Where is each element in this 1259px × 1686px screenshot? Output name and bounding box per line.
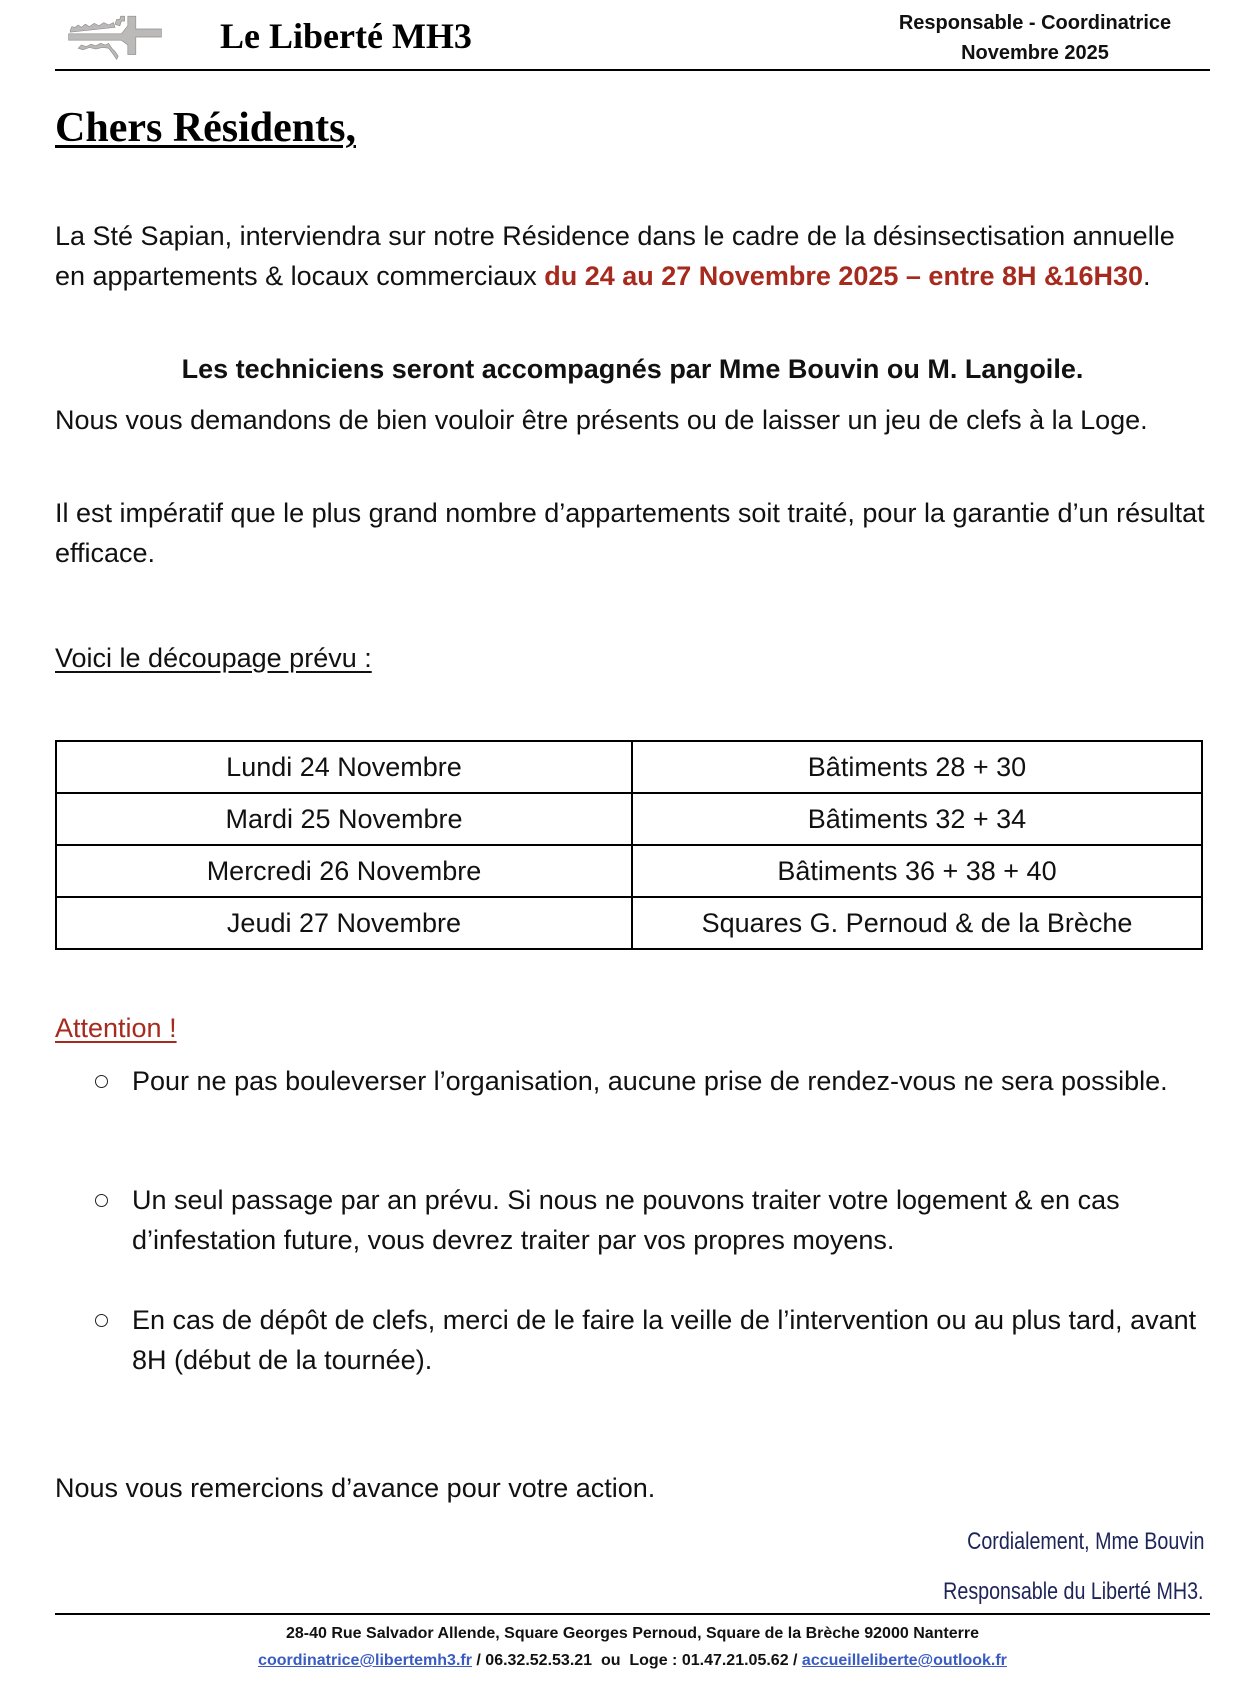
author-role: Responsable - Coordinatrice [898,12,1172,34]
signature-title: Responsable du Liberté MH3. [943,1578,1204,1605]
imperative-paragraph: Il est impératif que le plus grand nombre d’appartements soit traité, pour la garantie d’un résultat efficace. [55,498,1205,568]
hollow-bullet-icon [95,1194,108,1207]
signature-line: Cordialement, Mme Bouvin [966,1528,1204,1555]
coordinator-email-link[interactable]: coordinatrice@libertemh3.fr [258,1652,472,1669]
greeting-heading: Chers Résidents, [55,105,356,151]
attention-heading: Attention ! [55,1013,177,1043]
hollow-bullet-icon [95,1314,108,1327]
intro-paragraph [55,216,1210,296]
table-row [56,741,1202,793]
footer-divider [55,1613,1210,1615]
list-item-text: En cas de dépôt de clefs, merci de le faire la veille de l’intervention ou au plus tard, avant 8H (début de la tournée). [132,1305,1197,1375]
header-divider [55,69,1210,71]
schedule-table [55,740,1203,950]
schedule-location: Bâtiments 28 + 30 [632,741,1202,793]
residence-logo-icon [59,8,163,66]
footer-contacts [55,1647,1210,1674]
intro-text: La Sté Sapian, interviendra sur notre Résidence dans le cadre de la désinsectisation annuelle en appartements & locaux commerciaux [55,221,1175,291]
intervention-dates: du 24 au 27 Novembre 2025 – entre 8H &16H30 [544,261,1144,291]
technicians-notice: Les techniciens seront accompagnés par Mme Bouvin ou M. Langoile. [181,354,1084,384]
schedule-location: Squares G. Pernoud & de la Brèche [632,897,1202,949]
table-row [56,793,1202,845]
presence-paragraph: Nous vous demandons de bien vouloir être présents ou de laisser un jeu de clefs à la Loge. [55,405,1148,435]
schedule-heading: Voici le découpage prévu : [55,643,372,673]
list-item-text: Un seul passage par an prévu. Si nous ne pouvons traiter votre logement & en cas d’infestation future, vous devrez traiter par vos propres moyens. [132,1185,1120,1255]
list-item [95,1061,1205,1101]
letterhead [55,0,1210,70]
schedule-day: Lundi 24 Novembre [56,741,632,793]
list-item-text: Pour ne pas bouleverser l’organisation, aucune prise de rendez-vous ne sera possible. [132,1066,1168,1096]
footer [55,1620,1210,1674]
intro-end: . [1143,261,1151,291]
hollow-bullet-icon [95,1075,108,1088]
loge-email-link[interactable]: accueilleliberte@outlook.fr [801,1652,1007,1669]
residence-name: Le Liberté MH3 [220,16,472,56]
footer-phones: / 06.32.52.53.21 ou Loge : 01.47.21.05.62 / [471,1652,802,1669]
header-meta [870,8,1200,68]
schedule-day: Mardi 25 Novembre [56,793,632,845]
table-row [56,897,1202,949]
schedule-day: Jeudi 27 Novembre [56,897,632,949]
list-item [95,1300,1205,1380]
list-item [95,1180,1205,1260]
schedule-location: Bâtiments 36 + 38 + 40 [632,845,1202,897]
table-row [56,845,1202,897]
schedule-location: Bâtiments 32 + 34 [632,793,1202,845]
closing-thanks: Nous vous remercions d’avance pour votre action. [55,1473,656,1503]
document-date: Novembre 2025 [961,42,1109,64]
schedule-day: Mercredi 26 Novembre [56,845,632,897]
footer-address: 28-40 Rue Salvador Allende, Square Georges Pernoud, Square de la Brèche 92000 Nanterre [285,1625,979,1642]
